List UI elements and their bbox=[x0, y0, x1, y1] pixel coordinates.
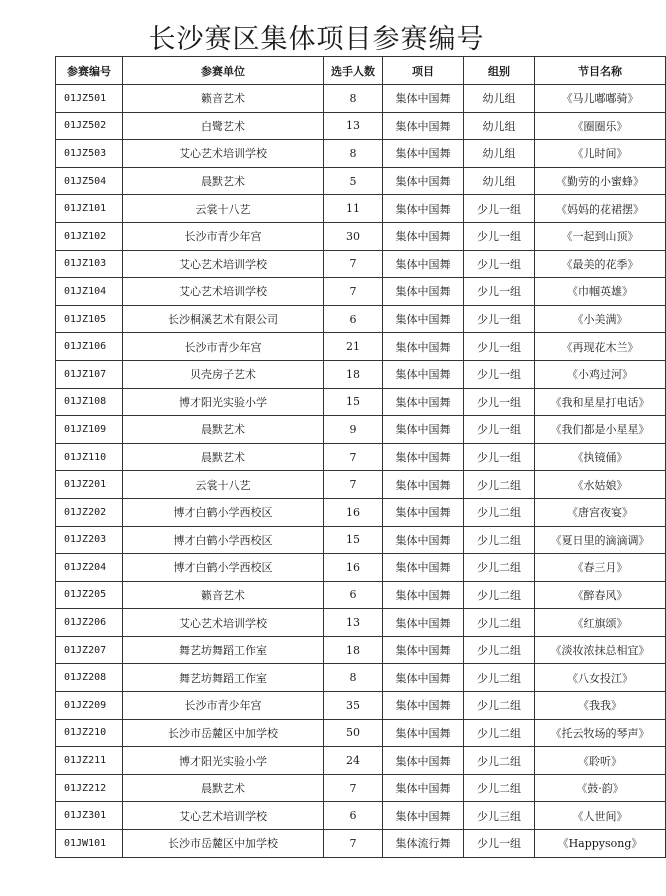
group-cell: 少儿二组 bbox=[464, 609, 535, 637]
participant-count-cell: 50 bbox=[324, 719, 383, 747]
category-cell: 集体中国舞 bbox=[383, 719, 464, 747]
category-cell: 集体中国舞 bbox=[383, 416, 464, 444]
organization-cell: 贝壳房子艺术 bbox=[123, 360, 324, 388]
group-cell: 幼儿组 bbox=[464, 85, 535, 113]
entry-number-cell: 01JZ207 bbox=[56, 636, 123, 664]
table-row bbox=[56, 250, 666, 278]
table-row bbox=[56, 333, 666, 361]
table-row bbox=[56, 692, 666, 720]
entry-number-cell: 01JZ502 bbox=[56, 112, 123, 140]
group-cell: 少儿二组 bbox=[464, 526, 535, 554]
program-name-cell: 《小鸡过河》 bbox=[535, 360, 666, 388]
table-row bbox=[56, 112, 666, 140]
table-row bbox=[56, 802, 666, 830]
entry-number-cell: 01JZ103 bbox=[56, 250, 123, 278]
program-name-cell: 《聆听》 bbox=[535, 747, 666, 775]
table-row bbox=[56, 85, 666, 113]
entry-number-cell: 01JZ206 bbox=[56, 609, 123, 637]
participant-count-cell: 6 bbox=[324, 305, 383, 333]
group-cell: 少儿二组 bbox=[464, 554, 535, 582]
participant-count-cell: 7 bbox=[324, 471, 383, 499]
table-row bbox=[56, 498, 666, 526]
category-cell: 集体中国舞 bbox=[383, 692, 464, 720]
entry-number-cell: 01JZ504 bbox=[56, 167, 123, 195]
program-name-cell: 《醉春风》 bbox=[535, 581, 666, 609]
participant-count-cell: 24 bbox=[324, 747, 383, 775]
program-name-cell: 《马儿嘟嘟骑》 bbox=[535, 85, 666, 113]
table-row bbox=[56, 609, 666, 637]
organization-cell: 晨默艺术 bbox=[123, 774, 324, 802]
organization-cell: 长沙市青少年宫 bbox=[123, 333, 324, 361]
table-row bbox=[56, 526, 666, 554]
table-row bbox=[56, 471, 666, 499]
table-row bbox=[56, 195, 666, 223]
group-cell: 少儿一组 bbox=[464, 416, 535, 444]
category-cell: 集体中国舞 bbox=[383, 222, 464, 250]
table-row bbox=[56, 167, 666, 195]
group-cell: 幼儿组 bbox=[464, 167, 535, 195]
participant-count-cell: 8 bbox=[324, 85, 383, 113]
organization-cell: 晨默艺术 bbox=[123, 443, 324, 471]
program-name-cell: 《八女投江》 bbox=[535, 664, 666, 692]
group-cell: 少儿二组 bbox=[464, 636, 535, 664]
participant-count-cell: 15 bbox=[324, 526, 383, 554]
entry-number-cell: 01JZ109 bbox=[56, 416, 123, 444]
organization-cell: 长沙市青少年宫 bbox=[123, 222, 324, 250]
organization-cell: 舞艺坊舞蹈工作室 bbox=[123, 636, 324, 664]
participant-count-cell: 8 bbox=[324, 664, 383, 692]
organization-cell: 长沙市岳麓区中加学校 bbox=[123, 830, 324, 858]
entry-number-cell: 01JZ110 bbox=[56, 443, 123, 471]
table-row bbox=[56, 747, 666, 775]
table-row bbox=[56, 388, 666, 416]
category-cell: 集体流行舞 bbox=[383, 830, 464, 858]
table-row bbox=[56, 305, 666, 333]
group-cell: 少儿一组 bbox=[464, 388, 535, 416]
category-cell: 集体中国舞 bbox=[383, 747, 464, 775]
entry-number-cell: 01JZ107 bbox=[56, 360, 123, 388]
category-cell: 集体中国舞 bbox=[383, 388, 464, 416]
category-cell: 集体中国舞 bbox=[383, 636, 464, 664]
organization-cell: 博才阳光实验小学 bbox=[123, 388, 324, 416]
organization-cell: 云裳十八艺 bbox=[123, 471, 324, 499]
group-cell: 少儿二组 bbox=[464, 774, 535, 802]
registration-table bbox=[55, 56, 666, 858]
header-participant-count: 选手人数 bbox=[324, 57, 383, 85]
entry-number-cell: 01JZ204 bbox=[56, 554, 123, 582]
program-name-cell: 《我们都是小星星》 bbox=[535, 416, 666, 444]
group-cell: 少儿一组 bbox=[464, 360, 535, 388]
entry-number-cell: 01JZ105 bbox=[56, 305, 123, 333]
organization-cell: 长沙桐溪艺术有限公司 bbox=[123, 305, 324, 333]
entry-number-cell: 01JZ106 bbox=[56, 333, 123, 361]
organization-cell: 艾心艺术培训学校 bbox=[123, 140, 324, 168]
group-cell: 少儿二组 bbox=[464, 719, 535, 747]
participant-count-cell: 6 bbox=[324, 802, 383, 830]
participant-count-cell: 7 bbox=[324, 443, 383, 471]
participant-count-cell: 18 bbox=[324, 360, 383, 388]
header-program-name: 节目名称 bbox=[535, 57, 666, 85]
table-row bbox=[56, 140, 666, 168]
group-cell: 少儿二组 bbox=[464, 581, 535, 609]
organization-cell: 长沙市岳麓区中加学校 bbox=[123, 719, 324, 747]
organization-cell: 艾心艺术培训学校 bbox=[123, 802, 324, 830]
table-row bbox=[56, 360, 666, 388]
participant-count-cell: 8 bbox=[324, 140, 383, 168]
group-cell: 少儿三组 bbox=[464, 802, 535, 830]
program-name-cell: 《再现花木兰》 bbox=[535, 333, 666, 361]
organization-cell: 博才白鹤小学西校区 bbox=[123, 554, 324, 582]
program-name-cell: 《执镜俑》 bbox=[535, 443, 666, 471]
entry-number-cell: 01JZ210 bbox=[56, 719, 123, 747]
organization-cell: 籁音艺术 bbox=[123, 581, 324, 609]
entry-number-cell: 01JZ208 bbox=[56, 664, 123, 692]
entry-number-cell: 01JZ101 bbox=[56, 195, 123, 223]
group-cell: 少儿一组 bbox=[464, 830, 535, 858]
group-cell: 少儿二组 bbox=[464, 747, 535, 775]
header-organization: 参赛单位 bbox=[123, 57, 324, 85]
category-cell: 集体中国舞 bbox=[383, 195, 464, 223]
program-name-cell: 《唐宫夜宴》 bbox=[535, 498, 666, 526]
entry-number-cell: 01JZ102 bbox=[56, 222, 123, 250]
participant-count-cell: 30 bbox=[324, 222, 383, 250]
program-name-cell: 《水姑娘》 bbox=[535, 471, 666, 499]
category-cell: 集体中国舞 bbox=[383, 526, 464, 554]
program-name-cell: 《一起到山顶》 bbox=[535, 222, 666, 250]
table-header-row bbox=[56, 57, 666, 85]
category-cell: 集体中国舞 bbox=[383, 774, 464, 802]
organization-cell: 云裳十八艺 bbox=[123, 195, 324, 223]
entry-number-cell: 01JZ211 bbox=[56, 747, 123, 775]
group-cell: 少儿一组 bbox=[464, 250, 535, 278]
table-row bbox=[56, 443, 666, 471]
program-name-cell: 《鼓·韵》 bbox=[535, 774, 666, 802]
participant-count-cell: 18 bbox=[324, 636, 383, 664]
table-row bbox=[56, 664, 666, 692]
program-name-cell: 《巾帼英雄》 bbox=[535, 278, 666, 306]
table-row bbox=[56, 222, 666, 250]
category-cell: 集体中国舞 bbox=[383, 167, 464, 195]
organization-cell: 博才阳光实验小学 bbox=[123, 747, 324, 775]
organization-cell: 艾心艺术培训学校 bbox=[123, 609, 324, 637]
entry-number-cell: 01JZ104 bbox=[56, 278, 123, 306]
participant-count-cell: 7 bbox=[324, 830, 383, 858]
participant-count-cell: 16 bbox=[324, 554, 383, 582]
category-cell: 集体中国舞 bbox=[383, 333, 464, 361]
participant-count-cell: 13 bbox=[324, 609, 383, 637]
program-name-cell: 《淡妆浓抹总相宜》 bbox=[535, 636, 666, 664]
category-cell: 集体中国舞 bbox=[383, 278, 464, 306]
program-name-cell: 《妈妈的花裙摆》 bbox=[535, 195, 666, 223]
entry-number-cell: 01JZ205 bbox=[56, 581, 123, 609]
header-group: 组别 bbox=[464, 57, 535, 85]
table-body bbox=[56, 85, 666, 858]
participant-count-cell: 21 bbox=[324, 333, 383, 361]
program-name-cell: 《圈圈乐》 bbox=[535, 112, 666, 140]
entry-number-cell: 01JZ301 bbox=[56, 802, 123, 830]
group-cell: 少儿一组 bbox=[464, 278, 535, 306]
category-cell: 集体中国舞 bbox=[383, 471, 464, 499]
participant-count-cell: 13 bbox=[324, 112, 383, 140]
category-cell: 集体中国舞 bbox=[383, 554, 464, 582]
table-row bbox=[56, 581, 666, 609]
category-cell: 集体中国舞 bbox=[383, 85, 464, 113]
group-cell: 幼儿组 bbox=[464, 112, 535, 140]
participant-count-cell: 11 bbox=[324, 195, 383, 223]
header-entry-number: 参赛编号 bbox=[56, 57, 123, 85]
entry-number-cell: 01JZ501 bbox=[56, 85, 123, 113]
organization-cell: 艾心艺术培训学校 bbox=[123, 278, 324, 306]
group-cell: 少儿二组 bbox=[464, 471, 535, 499]
table-row bbox=[56, 416, 666, 444]
entry-number-cell: 01JZ503 bbox=[56, 140, 123, 168]
table-row bbox=[56, 830, 666, 858]
organization-cell: 博才白鹤小学西校区 bbox=[123, 498, 324, 526]
organization-cell: 博才白鹤小学西校区 bbox=[123, 526, 324, 554]
entry-number-cell: 01JZ202 bbox=[56, 498, 123, 526]
category-cell: 集体中国舞 bbox=[383, 664, 464, 692]
group-cell: 少儿二组 bbox=[464, 664, 535, 692]
group-cell: 少儿一组 bbox=[464, 443, 535, 471]
category-cell: 集体中国舞 bbox=[383, 250, 464, 278]
group-cell: 少儿一组 bbox=[464, 305, 535, 333]
entry-number-cell: 01JZ203 bbox=[56, 526, 123, 554]
group-cell: 少儿一组 bbox=[464, 195, 535, 223]
participant-count-cell: 5 bbox=[324, 167, 383, 195]
table-row bbox=[56, 636, 666, 664]
category-cell: 集体中国舞 bbox=[383, 360, 464, 388]
header-category: 项目 bbox=[383, 57, 464, 85]
organization-cell: 晨默艺术 bbox=[123, 167, 324, 195]
entry-number-cell: 01JZ108 bbox=[56, 388, 123, 416]
participant-count-cell: 9 bbox=[324, 416, 383, 444]
entry-number-cell: 01JZ212 bbox=[56, 774, 123, 802]
program-name-cell: 《我我》 bbox=[535, 692, 666, 720]
organization-cell: 晨默艺术 bbox=[123, 416, 324, 444]
table-row bbox=[56, 554, 666, 582]
participant-count-cell: 35 bbox=[324, 692, 383, 720]
table-row bbox=[56, 719, 666, 747]
group-cell: 少儿一组 bbox=[464, 222, 535, 250]
entry-number-cell: 01JZ201 bbox=[56, 471, 123, 499]
participant-count-cell: 15 bbox=[324, 388, 383, 416]
table-row bbox=[56, 278, 666, 306]
category-cell: 集体中国舞 bbox=[383, 498, 464, 526]
program-name-cell: 《小美满》 bbox=[535, 305, 666, 333]
program-name-cell: 《勤劳的小蜜蜂》 bbox=[535, 167, 666, 195]
program-name-cell: 《Happysong》 bbox=[535, 830, 666, 858]
category-cell: 集体中国舞 bbox=[383, 802, 464, 830]
category-cell: 集体中国舞 bbox=[383, 609, 464, 637]
program-name-cell: 《夏日里的滴滴调》 bbox=[535, 526, 666, 554]
participant-count-cell: 7 bbox=[324, 278, 383, 306]
entry-number-cell: 01JZ209 bbox=[56, 692, 123, 720]
participant-count-cell: 6 bbox=[324, 581, 383, 609]
participant-count-cell: 7 bbox=[324, 250, 383, 278]
program-name-cell: 《托云牧场的琴声》 bbox=[535, 719, 666, 747]
page-title: 长沙赛区集体项目参赛编号 bbox=[148, 24, 485, 55]
program-name-cell: 《我和星星打电话》 bbox=[535, 388, 666, 416]
participant-count-cell: 16 bbox=[324, 498, 383, 526]
group-cell: 少儿二组 bbox=[464, 692, 535, 720]
category-cell: 集体中国舞 bbox=[383, 305, 464, 333]
group-cell: 幼儿组 bbox=[464, 140, 535, 168]
organization-cell: 籁音艺术 bbox=[123, 85, 324, 113]
group-cell: 少儿一组 bbox=[464, 333, 535, 361]
organization-cell: 长沙市青少年宫 bbox=[123, 692, 324, 720]
organization-cell: 舞艺坊舞蹈工作室 bbox=[123, 664, 324, 692]
program-name-cell: 《人世间》 bbox=[535, 802, 666, 830]
program-name-cell: 《春三月》 bbox=[535, 554, 666, 582]
category-cell: 集体中国舞 bbox=[383, 112, 464, 140]
group-cell: 少儿二组 bbox=[464, 498, 535, 526]
participant-count-cell: 7 bbox=[324, 774, 383, 802]
program-name-cell: 《最美的花季》 bbox=[535, 250, 666, 278]
program-name-cell: 《儿时间》 bbox=[535, 140, 666, 168]
category-cell: 集体中国舞 bbox=[383, 140, 464, 168]
program-name-cell: 《红旗颂》 bbox=[535, 609, 666, 637]
entry-number-cell: 01JW101 bbox=[56, 830, 123, 858]
category-cell: 集体中国舞 bbox=[383, 443, 464, 471]
category-cell: 集体中国舞 bbox=[383, 581, 464, 609]
table-row bbox=[56, 774, 666, 802]
organization-cell: 白鹭艺术 bbox=[123, 112, 324, 140]
organization-cell: 艾心艺术培训学校 bbox=[123, 250, 324, 278]
